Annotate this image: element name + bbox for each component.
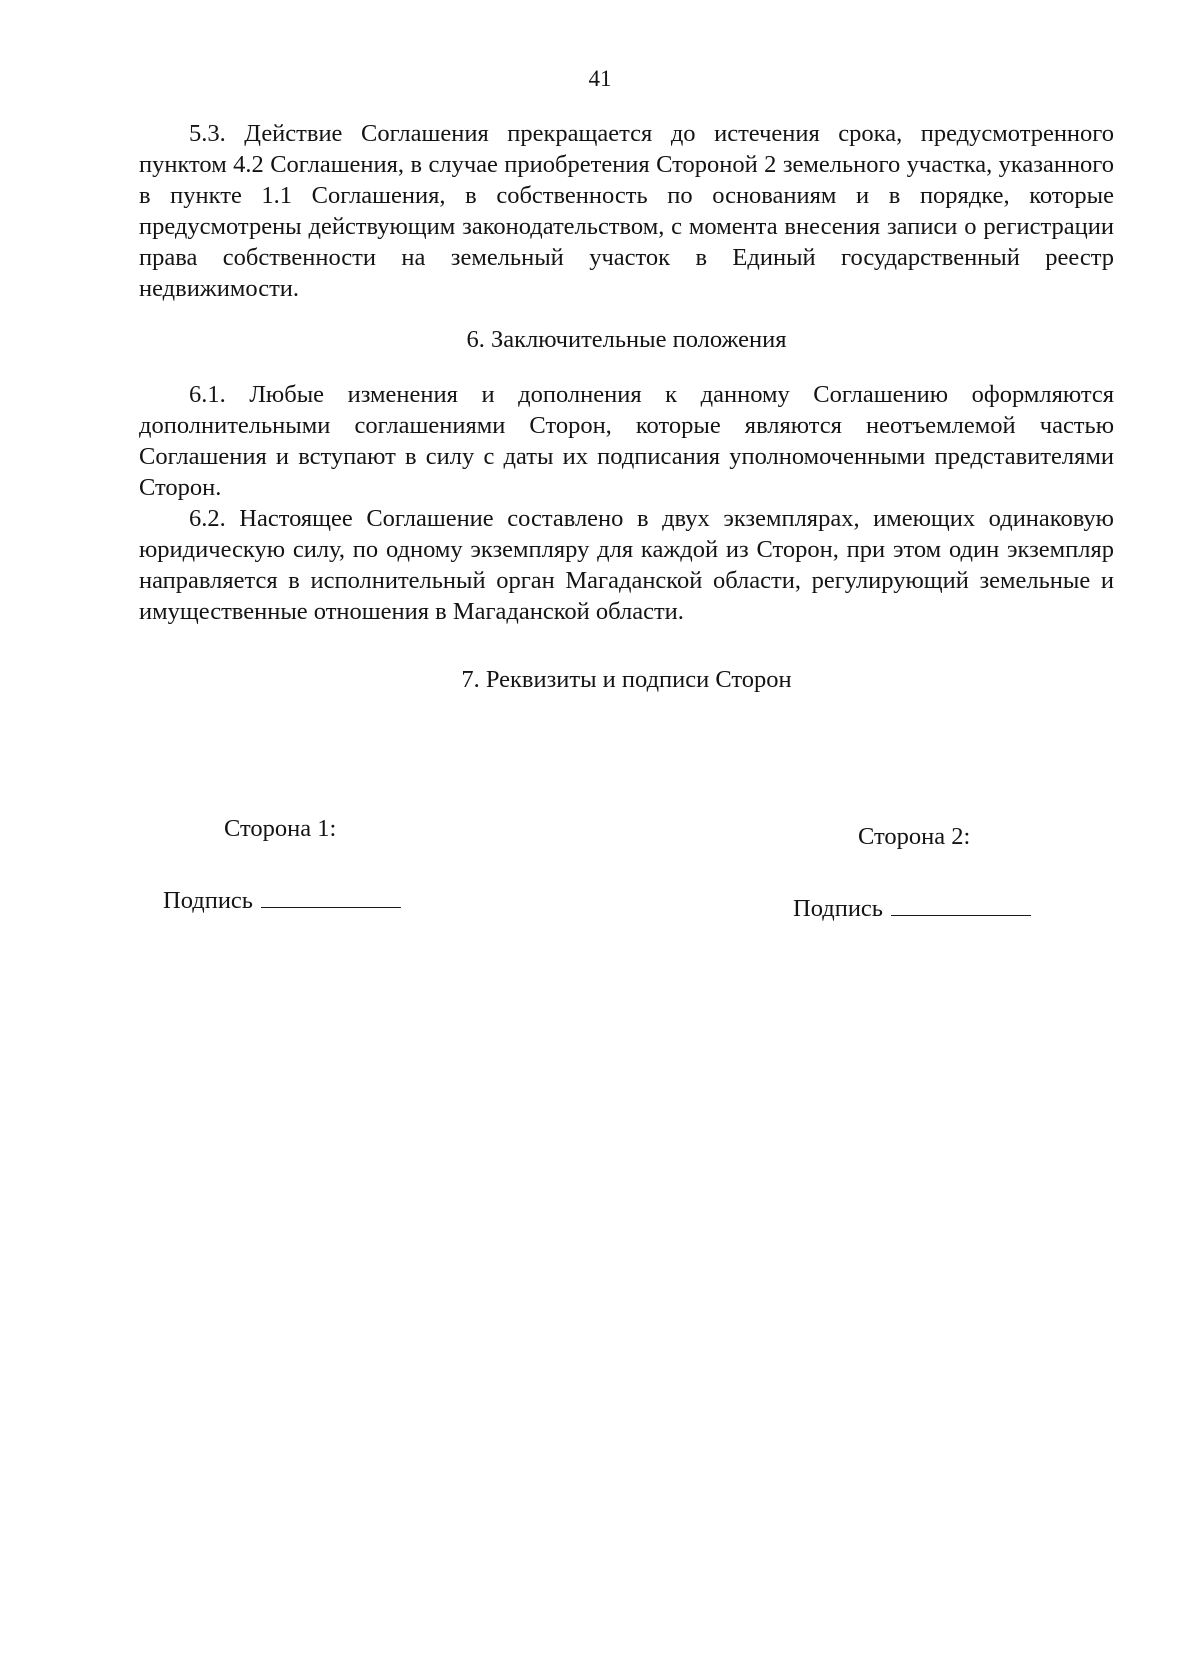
signature-line (891, 891, 1031, 916)
paragraph-6-2: 6.2. Настоящее Соглашение составлено в двух экземплярах, имеющих одинаковую юридическую силу, по одному экземпляру для каждой из Сторон, при этом один экземпляр направляется в исполнительный орган Магаданской области, регулирующий земельные и имущественные отношения в Магаданской области. (139, 505, 1114, 625)
party-1-label: Сторона 1: (224, 815, 337, 842)
section-heading-7: 7. Реквизиты и подписи Сторон (461, 666, 792, 693)
paragraph-5-3: 5.3. Действие Соглашения прекращается до истечения срока, предусмотренного пунктом 4.2 Соглашения, в случае приобретения Стороной 2 земельного участка, указанного в пункте 1.1 Соглашения, в собственность по основаниям и в порядке, которые предусмотрены действующим законодательством, с момента внесения записи о регистрации права собственности на земельный участок в Единый государственный реестр недвижимости. (139, 120, 1114, 302)
document-body (139, 118, 1114, 695)
signature-line (261, 883, 401, 908)
party-1-signature (163, 883, 401, 915)
signature-label: Подпись (163, 887, 253, 914)
signature-block (0, 815, 1200, 925)
signature-label: Подпись (793, 895, 883, 922)
party-2-signature (793, 891, 1031, 923)
party-2-label: Сторона 2: (858, 823, 971, 850)
page-number: 41 (588, 66, 612, 91)
paragraph-6-1: 6.1. Любые изменения и дополнения к данному Соглашению оформляются дополнительными соглашениями Сторон, которые являются неотъемлемой частью Соглашения и вступают в силу с даты их подписания уполномоченными представителями Сторон. (139, 381, 1114, 501)
section-heading-6: 6. Заключительные положения (466, 326, 787, 353)
